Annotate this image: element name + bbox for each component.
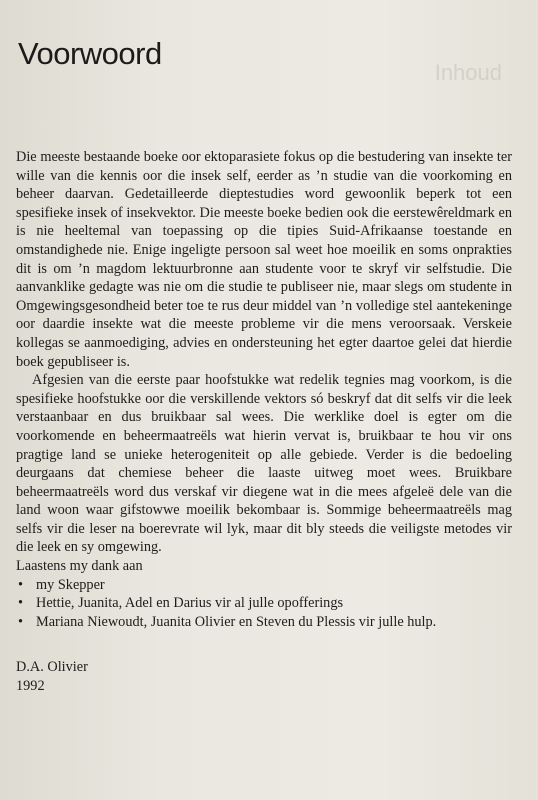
paragraph-2: Afgesien van die eerste paar hoofstukke wat redelik tegnies mag voorkom, is die spesifieke hoofstukke oor die verskillende vektors só beskryf dat dit selfs vir die leek verstaanbaar en dus bruikbaar sal wees. Die werklike doel is egter om die voorkomende en beheermaatreëls wat hierin vervat is, bruikbaar te hou vir ons pragtige land se unieke heterogeniteit op alle gebiede. Verder is die bedoeling deurgaans dat chemiese beheer die laaste uitweg moet wees. Bruikbare beheermaatreëls word dus verskaf vir diegene wat in die mees afgeleë dele van die land woon waar gifstowwe moeilik bekombaar is. Sommige beheermaatreëls mag selfs vir die leser na boerevrate wil lyk, maar dit bly steeds die veiligste metodes vir die leek en sy omgewing.	[16, 372, 512, 556]
thanks-item: • my Skepper	[16, 576, 512, 595]
thanks-item: • Hettie, Juanita, Adel en Darius vir al julle opofferings	[16, 594, 512, 613]
bleed-through-text: Inhoud	[434, 60, 502, 85]
thanks-list	[16, 576, 512, 632]
paragraph-1: Die meeste bestaande boeke oor ektoparasiete fokus op die bestudering van insekte ter wille van die kennis oor die insek self, eerder as ’n studie van die voorkoming en beheer daarvan. Gedetailleerde dieptestudies word gewoonlik beperk tot een spesifieke insek of insekvektor. Die meeste boeke bedien ook die eerstewêreldmark en is nie heeltemal van toepassing op die tipies Suid-Afrikaanse toestande en omstandighede nie. Enige ingeligte persoon sal weet hoe moeilik en soms onprakties dit is om ’n magdom lektuurbronne aan studente voor te skryf vir selfstudie. Die aanvanklike gedagte was nie om die studie te publiseer nie, maar slegs om studente in Omgewingsgesondheid beter toe te rus deur middel van ’n volledige stel aantekeninge oor daardie insekte wat die meeste probleme vir die mens veroorsaak. Verskeie kollegas se aanmoediging, advies en ondersteuning het egter daartoe gelei dat hierdie boek gepubliseer is.	[16, 149, 512, 370]
thanks-item: • Mariana Niewoudt, Juanita Olivier en Steven du Plessis vir julle hulp.	[16, 613, 512, 632]
signature-block	[16, 658, 88, 696]
page-title: Voorwoord	[18, 36, 162, 71]
year: 1992	[16, 678, 45, 694]
thanks-intro: Laastens my dank aan	[16, 558, 143, 575]
author-name: D.A. Olivier	[16, 659, 88, 675]
body-text	[16, 148, 512, 631]
